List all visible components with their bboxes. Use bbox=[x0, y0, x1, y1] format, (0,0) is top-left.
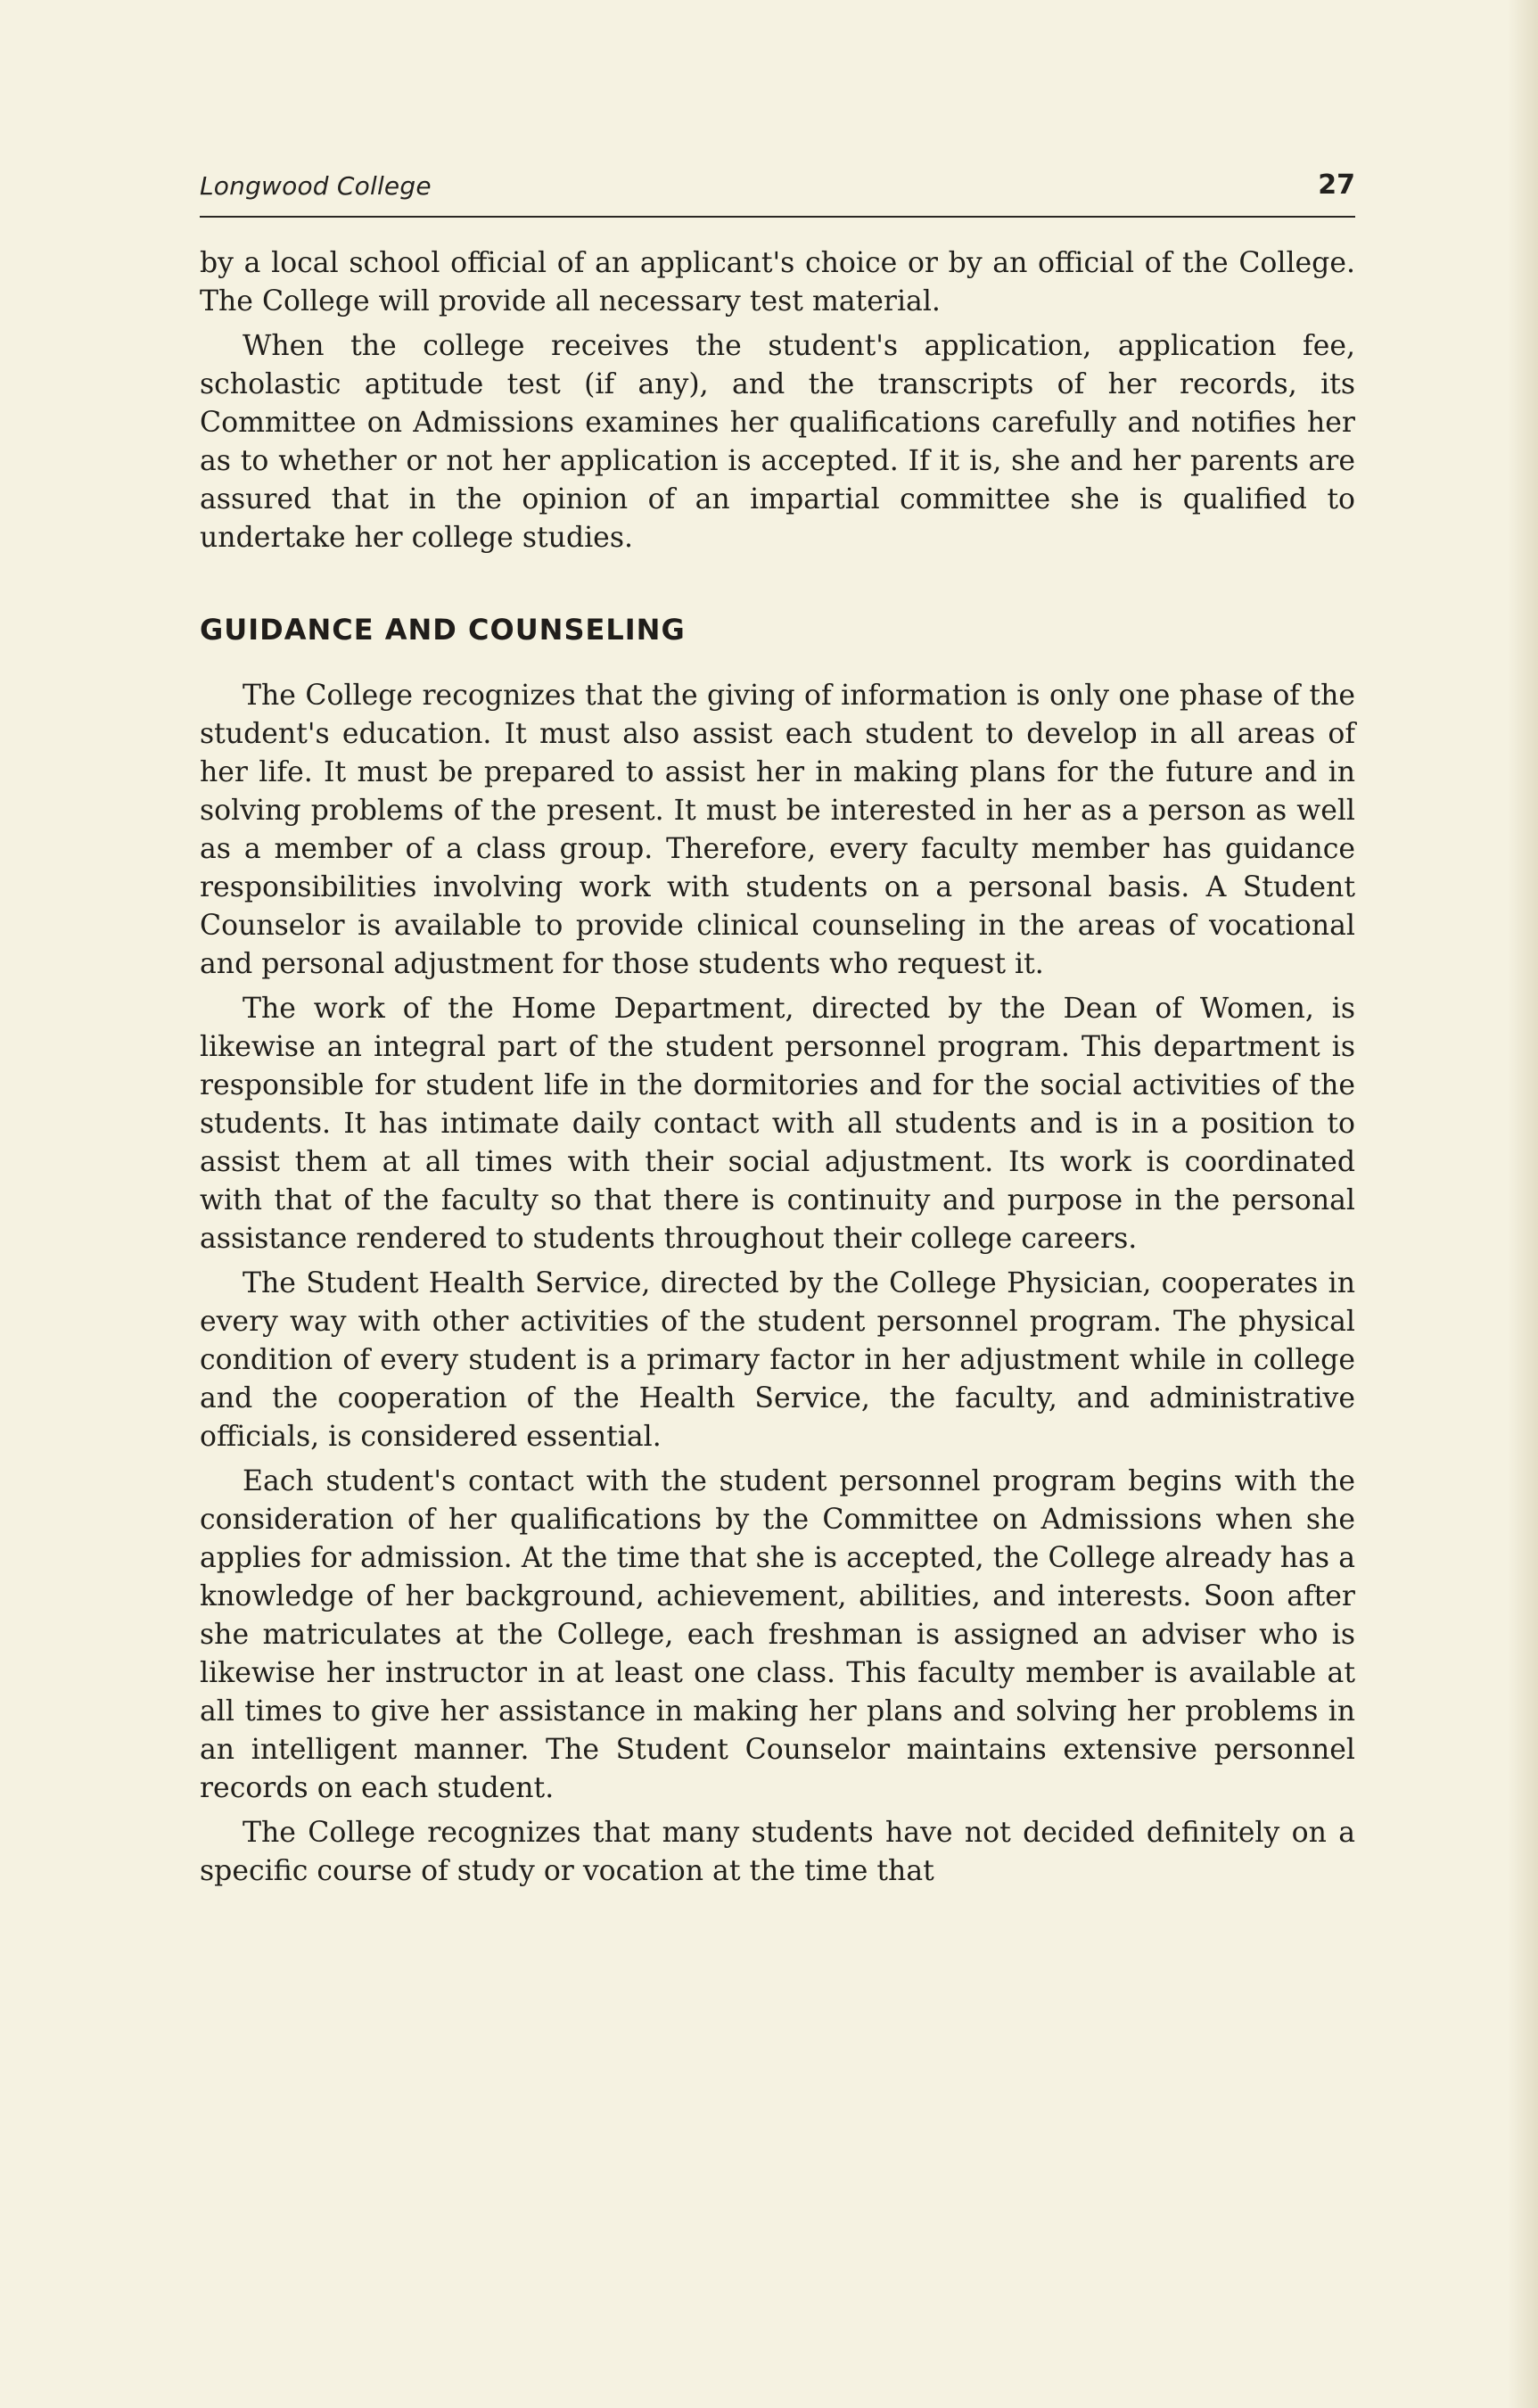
section-heading-guidance-counseling: GUIDANCE AND COUNSELING bbox=[200, 613, 686, 647]
paragraph-home-department: The work of the Home Department, directed by the Dean of Women, is likewise an integral part of the student personnel program. This department is responsible for student life in the dormitories and for the social activities of the students. It has intimate daily contact with all students and is in a position to assist them at all times with their social adjustment. Its work is coordinated with that of the faculty so that there is continuity and purpose in the personal assistance rendered to students throughout their college careers. bbox=[200, 993, 1355, 1255]
header-title: Longwood College bbox=[200, 171, 432, 201]
paragraph-course-decisions: The College recognizes that many students have not decided definitely on a specific course of study or vocation at the time that bbox=[200, 1817, 1355, 1887]
paragraph-guidance-overview: The College recognizes that the giving of information is only one phase of the student's education. It must also assist each student to develop in all areas of her life. It must be prepared to assist her in making plans for the future and in solving problems of the present. It must be interested in her as a person as well as a member of a class group. Therefore, every faculty member has guidance responsibilities involving work with students on a personal basis. A Student Counselor is available to provide clinical counseling in the areas of vocational and personal adjustment for those students who request it. bbox=[200, 680, 1355, 980]
page-edge-shadow bbox=[1508, 0, 1538, 2408]
paragraph-student-contact: Each student's contact with the student personnel program begins with the consideration of her qualifications by the Committee on Admissions when she applies for admission. At the time that she is accepted, the College already has a knowledge of her background, achievement, abilities, and interests. Soon after she matriculates at the College, each freshman is assigned an adviser who is likewise her instructor in at least one class. This faculty member is available at all times to give her assistance in making her plans and solving her problems in an intelligent manner. The Student Counselor maintains extensive personnel records on each student. bbox=[200, 1465, 1355, 1804]
main-content bbox=[200, 244, 1355, 1891]
paragraph-admissions-test: by a local school official of an applicant's choice or by an official of the College. The College will provide all necessary test material. bbox=[200, 247, 1355, 317]
paragraph-health-service: The Student Health Service, directed by the College Physician, cooperates in every way with other activities of the student personnel program. The physical condition of every student is a primary factor in her adjustment while in college and the cooperation of the Health Service, the faculty, and administrative officials, is considered essential. bbox=[200, 1267, 1355, 1453]
page-number: 27 bbox=[1318, 169, 1355, 201]
paragraph-admissions-review: When the college receives the student's application, application fee, scholastic aptitude test (if any), and the transcripts of her records, its Committee on Admissions examines her qualifications carefully and notifies her as to whether or not her application is accepted. If it is, she and her parents are assured that in the opinion of an impartial committee she is qualified to undertake her college studies. bbox=[200, 330, 1355, 554]
running-header bbox=[200, 166, 1355, 218]
